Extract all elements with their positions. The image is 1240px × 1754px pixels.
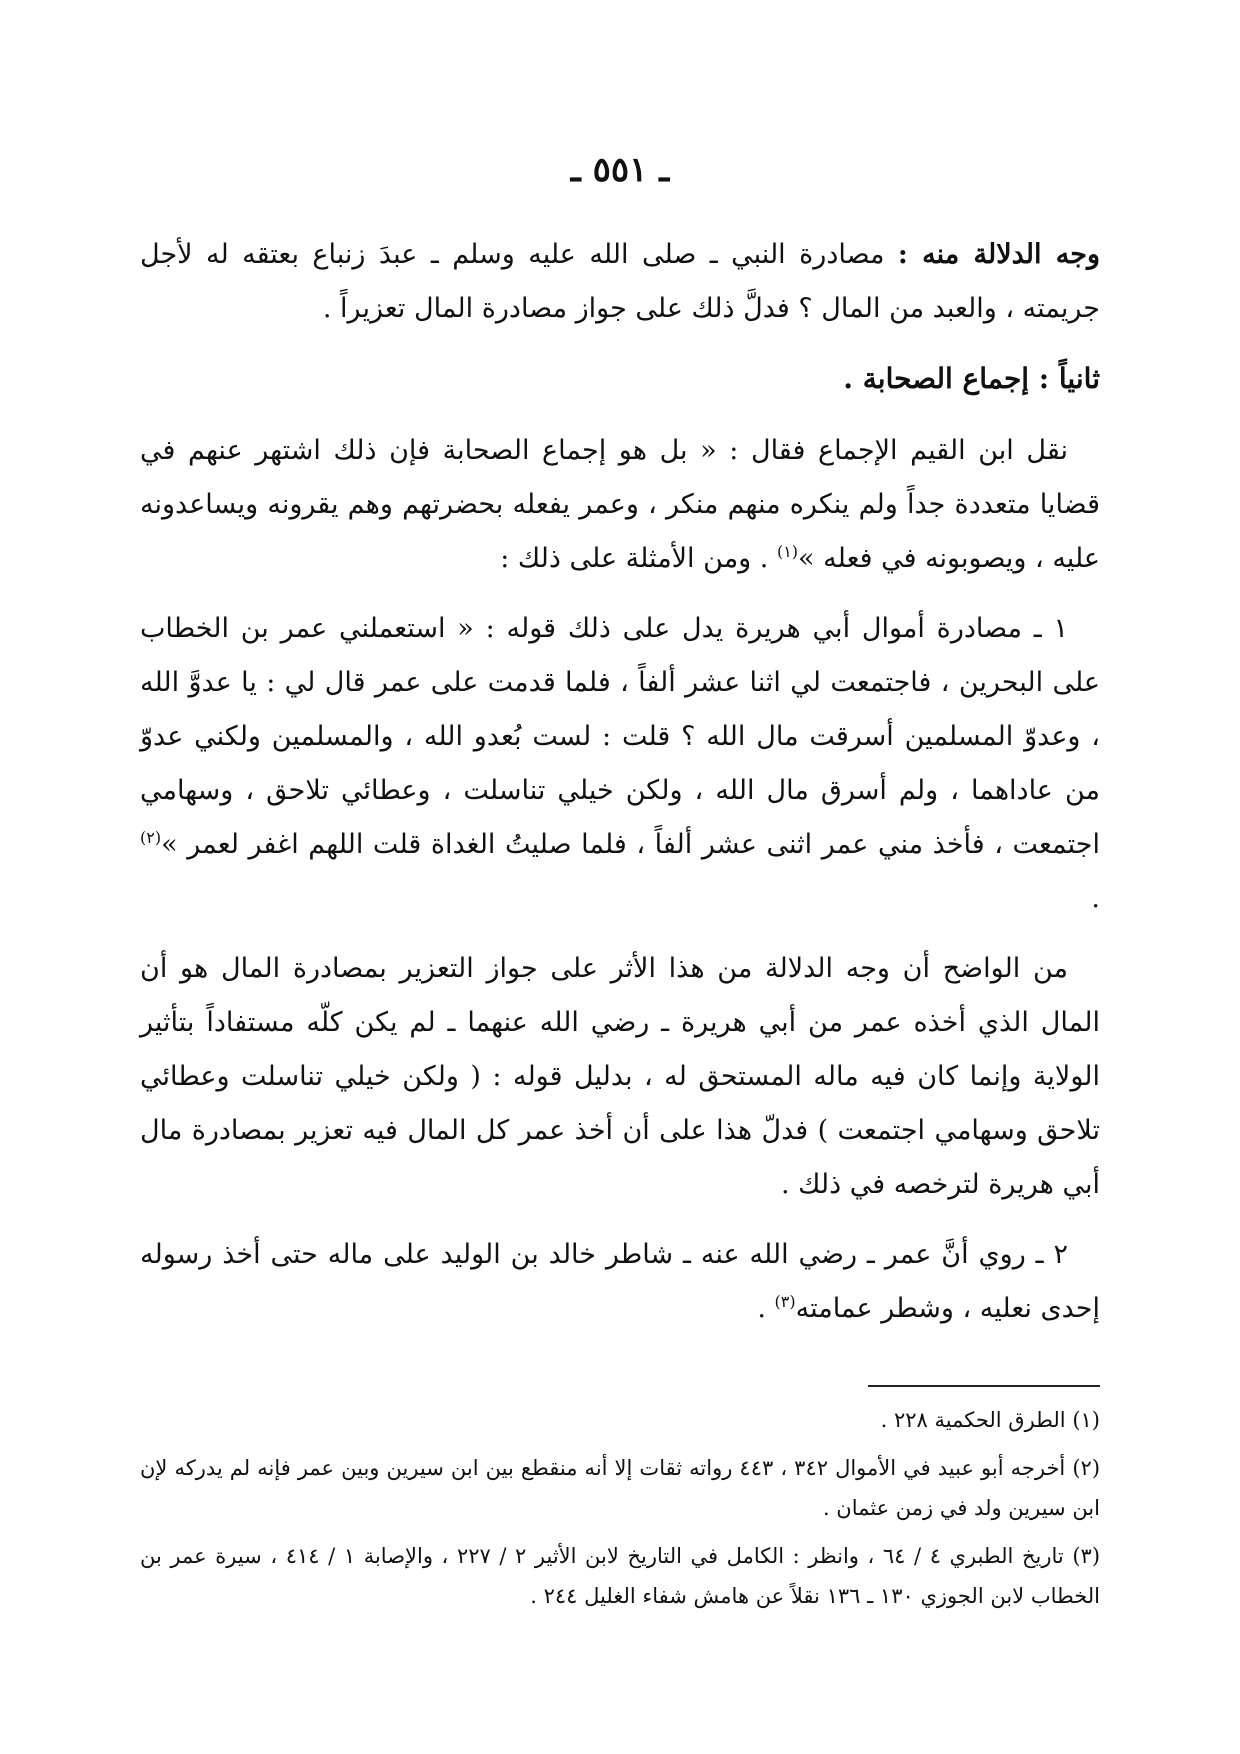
paragraph-ijma [140,424,1100,586]
body-text [140,228,1100,1352]
paragraph-text: نقل ابن القيم الإجماع فقال : « بل هو إجماع الصحابة فإن ذلك اشتهر عنهم في قضايا متعددة جداً ولم ينكره منهم منكر ، وعمر يفعله بحضرتهم وهم يقرونه ويساعدونه عليه ، ويصوبونه في فعله » [140,435,1100,574]
paragraph-text: من الواضح أن وجه الدلالة من هذا الأثر على جواز التعزير بمصادرة المال هو أن المال الذي أخذه عمر من أبي هريرة ـ رضي الله عنهما ـ لم يكن كلّه مستفاداً بتأثير الولاية وإنما كان فيه ماله المستحق له ، بدليل قوله : ( ولكن خيلي تناسلت وعطائي تلاحق وسهامي اجتمعت ) فدلّ هذا على أن أخذ عمر كل المال فيه تعزير بمصادرة مال أبي هريرة لترخصه في ذلك . [140,953,1100,1200]
paragraph-tail: . ومن الأمثلة على ذلك : [500,543,777,574]
footnote-2: (٢) أخرجه أبو عبيد في الأموال ٣٤٢ ، ٤٤٣ رواته ثقات إلا أنه منقطع بين ابن سيرين وبين عمر فإنه لم يدركه لإن ابن سيرين ولد في زمن عثمان . [140,1456,1101,1520]
page-number: ـ ٥٥١ ـ [570,150,670,190]
footnote-ref: (١) [776,542,799,561]
paragraph-tail: . [1091,883,1100,914]
paragraph-tail: . [757,1293,775,1324]
footnote-3: (٣) تاريخ الطبري ٤ / ٦٤ ، وانظر : الكامل في التاريخ لابن الأثير ٢ / ٢٢٧ ، والإصابة ١ / ٤١٤ ، سيرة عمر بن الخطاب لابن الجوزي ١٣٠ ـ ١٣٦ نقلاً عن هامش شفاء الغليل ٢٤٤ . [140,1544,1101,1608]
paragraph-text: ٢ ـ روي أنَّ عمر ـ رضي الله عنه ـ شاطر خالد بن الوليد على ماله حتى أخذ رسوله إحدى نعليه ، وشطر عمامته [140,1239,1100,1324]
paragraph-evidence [140,228,1100,336]
footnote-1: (١) الطرق الحكمية ٢٢٨ . [880,1408,1100,1432]
section-heading: ثانياً : إجماع الصحابة . [843,362,1100,395]
footnote-ref: (٢) [140,828,162,847]
footnote-divider [868,1385,1100,1387]
paragraph-example-1 [140,602,1100,926]
paragraph-label: وجه الدلالة منه : [897,239,1100,270]
paragraph-text: ١ ـ مصادرة أموال أبي هريرة يدل على ذلك قوله : « استعملني عمر بن الخطاب على البحرين ، فاجتمعت لي اثنا عشر ألفاً ، فلما قدمت على عمر قال لي : يا عدوَّ الله ، وعدوّ المسلمين أسرقت مال الله ؟ قلت : لست بُعدو الله ، والمسلمين ولكني عدوّ من عاداهما ، ولم أسرق مال الله ، ولكن خيلي تناسلت ، وعطائي تلاحق ، وسهامي اجتمعت ، فأخذ مني عمر اثنى عشر ألفاً ، فلما صليتُ الغداة قلت اللهم اغفر لعمر » [140,613,1100,860]
footnote-ref: (٣) [774,1292,796,1311]
paragraph-example-2 [140,1228,1100,1336]
paragraph-explanation [140,942,1100,1212]
footnotes [140,1400,1100,1624]
paragraph-text: مصادرة النبي ـ صلى الله عليه وسلم ـ عبدَ زنباع بعتقه له لأجل جريمته ، والعبد من المال ؟ فدلَّ ذلك على جواز مصادرة المال تعزيراً . [140,239,1100,324]
